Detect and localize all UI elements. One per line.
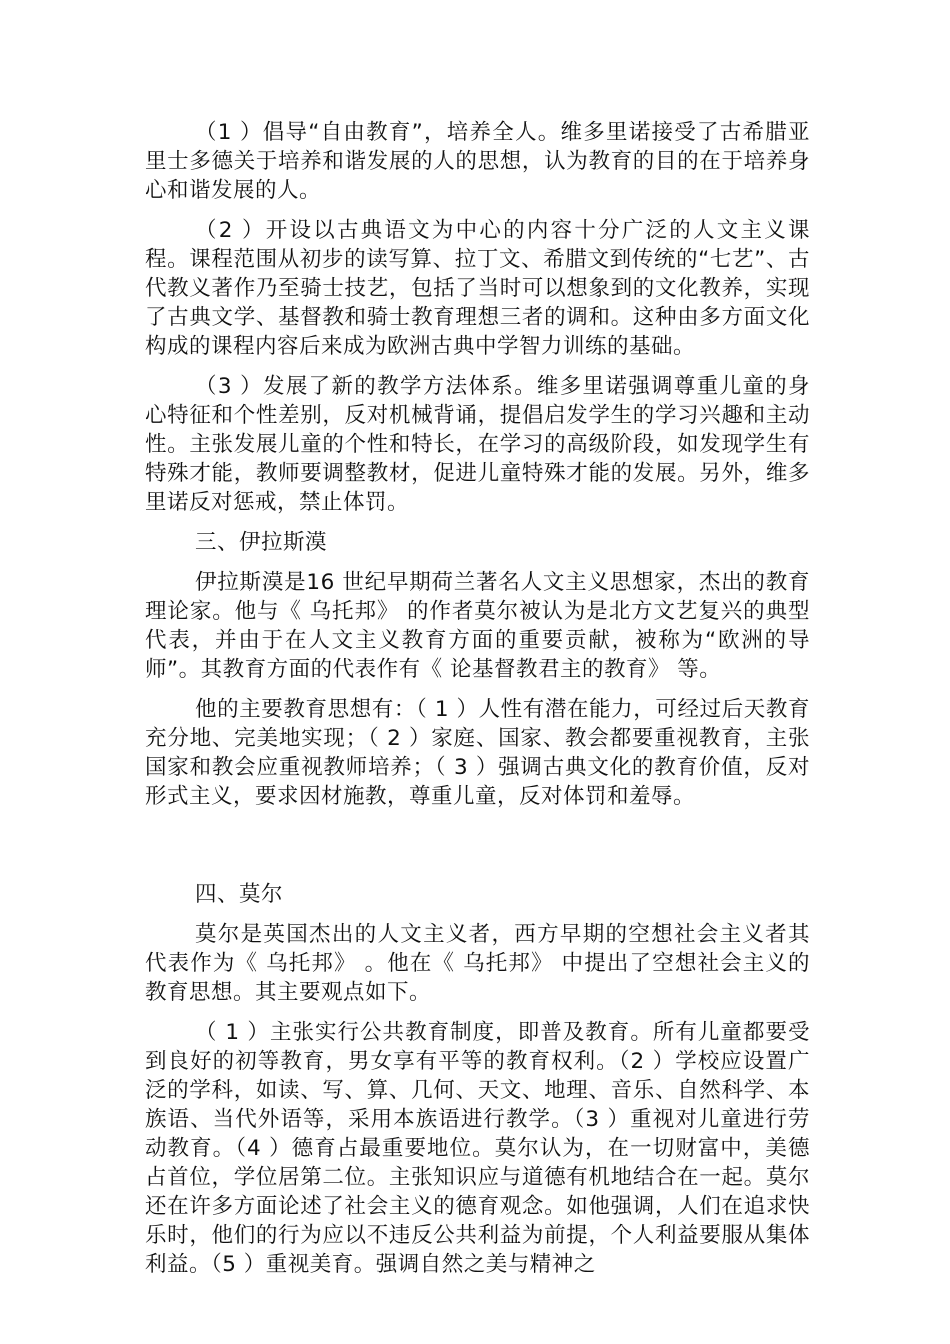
paragraph-more-views: （ 1 ）主张实行公共教育制度，即普及教育。所有儿童都要受到良好的初等教育，男女享有平等的教育权利。（2 ）学校应设置广泛的学科，如读、写、算、几何、天文、地理、音乐、自然科学、本族语、当代外语等，采用本族语进行教学。（3 ）重视对儿童进行劳动教育。（4 ）德育占最重要地位。莫尔认为，在一切财富中，美德占首位，学位居第二位。主张知识应与道德有机地结合在一起。莫尔还在许多方面论述了社会主义的德育观念。如他强调，人们在追求快乐时，他们的行为应以不违反公共利益为前提，个人利益要服从集体利益。（5 ）重视美育。强调自然之美与精神之 xyxy=(145,1020,810,1277)
paragraph-more-intro: 莫尔是英国杰出的人文主义者，西方早期的空想社会主义者其代表作为《 乌托邦》 。他在《 乌托邦》 中提出了空想社会主义的教育思想。其主要观点如下。 xyxy=(145,922,810,1005)
section-gap xyxy=(145,822,810,880)
section-heading-erasmus: 三、伊拉斯漠 xyxy=(195,530,328,555)
document-page xyxy=(145,118,810,1290)
paragraph-erasmus-thoughts: 他的主要教育思想有：（ 1 ）人性有潜在能力，可经过后天教育充分地、完美地实现；（ 2 ）家庭、国家、教会都要重视教育，主张国家和教会应重视教师培养；（ 3 ）强调古典文化的教育价值，反对形式主义，要求因材施教，尊重儿童，反对体罚和羞辱。 xyxy=(145,697,810,809)
paragraph-teaching-methods: （3 ）发展了新的教学方法体系。维多里诺强调尊重儿童的身心特征和个性差别，反对机械背诵，提倡启发学生的学习兴趣和主动性。主张发展儿童的个性和特长，在学习的高级阶段，如发现学生有特殊才能，教师要调整教材，促进儿童特殊才能的发展。另外，维多里诺反对惩戒，禁止体罚。 xyxy=(145,374,810,515)
paragraph-free-education: （1 ）倡导“自由教育”，培养全人。维多里诺接受了古希腊亚里士多德关于培养和谐发展的人的思想，认为教育的目的在于培养身心和谐发展的人。 xyxy=(145,120,810,203)
paragraph-erasmus-intro: 伊拉斯漠是16 世纪早期荷兰著名人文主义思想家，杰出的教育理论家。他与《 乌托邦》 的作者莫尔被认为是北方文艺复兴的典型代表，并由于在人文主义教育方面的重要贡献，被称为“欧洲的导师”。其教育方面的代表作有《 论基督教君主的教育》 等。 xyxy=(145,570,810,682)
paragraph-humanist-curriculum: （2 ）开设以古典语文为中心的内容十分广泛的人文主义课程。课程范围从初步的读写算、拉丁文、希腊文到传统的“七艺”、古代教义著作乃至骑士技艺，包括了当时可以想象到的文化教养，实现了古典文学、基督教和骑士教育理想三者的调和。这种由多方面文化构成的课程内容后来成为欧洲古典中学智力训练的基础。 xyxy=(145,218,810,359)
section-heading-more: 四、莫尔 xyxy=(195,882,284,907)
